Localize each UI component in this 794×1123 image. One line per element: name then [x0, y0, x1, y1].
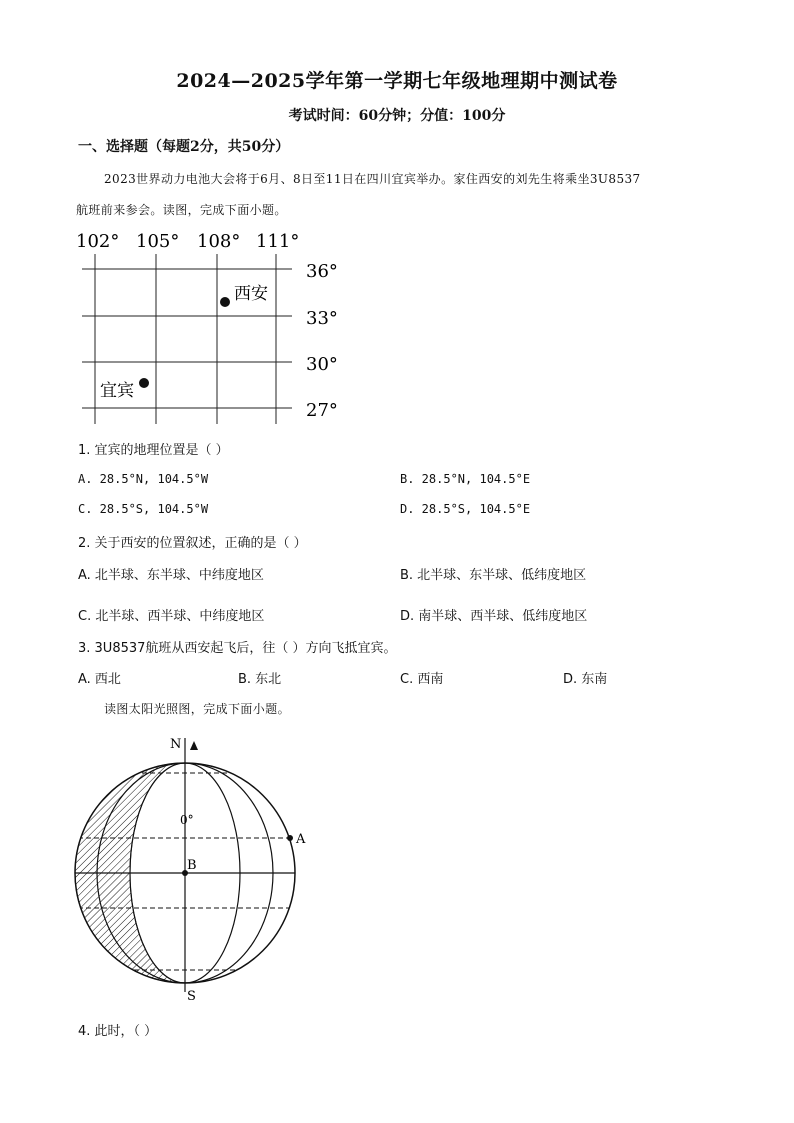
north-pole-label: N [170, 737, 182, 752]
latlon-grid-map [70, 226, 350, 426]
globe-intro: 读图太阳光照图，完成下面小题。 [104, 702, 291, 716]
exam-title: 2024—2025学年第一学期七年级地理期中测试卷 [176, 70, 618, 92]
q3-option-c: C. 西南 [400, 672, 444, 687]
q1-option-d: D. 28.5°S, 104.5°E [400, 502, 531, 516]
question-2-stem: 2. 关于西安的位置叙述，正确的是（ ） [78, 536, 307, 551]
city-xian-label: 西安 [234, 284, 268, 304]
q3-option-a: A. 西北 [78, 672, 121, 687]
prime-meridian-label: 0° [180, 813, 194, 827]
city-yibin-label: 宜宾 [100, 381, 134, 401]
section-heading: 一、选择题（每题2分，共50分） [78, 139, 290, 155]
question-4-stem: 4. 此时，（ ） [78, 1024, 158, 1039]
question-1-stem: 1. 宜宾的地理位置是（ ） [78, 443, 229, 458]
point-a-dot [287, 835, 293, 841]
yibin-dot [139, 378, 149, 388]
point-b-label: B [187, 858, 197, 873]
sunlight-globe-diagram [60, 730, 320, 1002]
q2-option-d: D. 南半球、西半球、低纬度地区 [400, 609, 588, 624]
question-3-stem: 3. 3U8537航班从西安起飞后，往（ ）方向飞抵宜宾。 [78, 641, 397, 656]
q2-option-c: C. 北半球、西半球、中纬度地区 [78, 609, 265, 624]
exam-subtitle: 考试时间：60分钟；分值：100分 [288, 108, 506, 124]
lat-label-30: 30° [306, 354, 338, 375]
lat-label-27: 27° [306, 400, 338, 421]
lat-label-36: 36° [306, 261, 338, 282]
lat-label-33: 33° [306, 308, 338, 329]
point-a-label: A [296, 832, 306, 847]
rotation-arrow-icon [190, 741, 198, 750]
q3-option-d: D. 东南 [563, 672, 608, 687]
lon-label-111: 111° [256, 231, 300, 252]
lon-label-108: 108° [197, 231, 241, 252]
intro-line-1: 2023世界动力电池大会将于6月、8日至11日在四川宜宾举办。家住西安的刘先生将乘坐3U8537 [104, 172, 641, 186]
intro-line-2: 航班前来参会。读图，完成下面小题。 [76, 203, 287, 217]
lon-label-105: 105° [136, 231, 180, 252]
q3-option-b: B. 东北 [238, 672, 282, 687]
q1-option-b: B. 28.5°N, 104.5°E [400, 472, 531, 486]
q2-option-b: B. 北半球、东半球、低纬度地区 [400, 568, 587, 583]
q2-option-a: A. 北半球、东半球、中纬度地区 [78, 568, 264, 583]
q1-option-c: C. 28.5°S, 104.5°W [78, 502, 209, 516]
xian-dot [220, 297, 230, 307]
south-pole-label: S [187, 989, 196, 1002]
q1-option-a: A. 28.5°N, 104.5°W [78, 472, 209, 486]
lon-label-102: 102° [76, 231, 120, 252]
